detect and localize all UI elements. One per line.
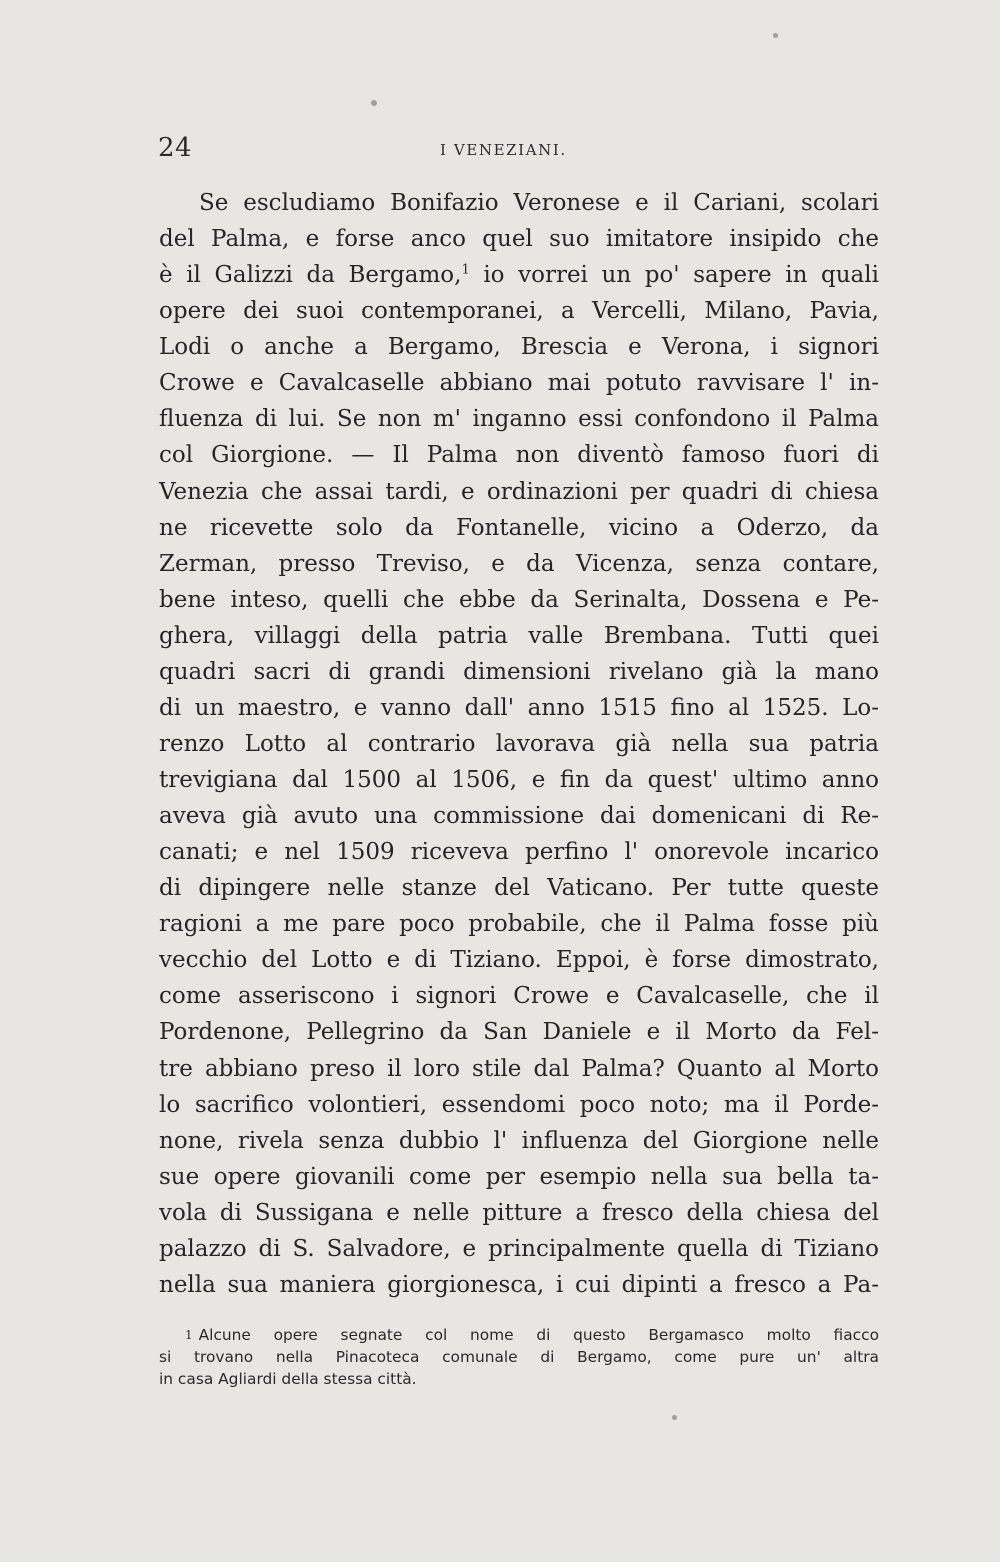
text-line: Pordenone, Pellegrino da San Daniele e il Morto da Fel- [159, 1019, 879, 1046]
text-line: vola di Sussigana e nelle pitture a fresco della chiesa del [159, 1199, 879, 1226]
page-number: 24 [158, 133, 193, 163]
text-line: tre abbiano preso il loro stile dal Palma? Quanto al Morto [159, 1055, 879, 1082]
text-line: nella sua maniera giorgionesca, i cui dipinti a fresco a Pa- [159, 1271, 879, 1298]
text-line: vecchio del Lotto e di Tiziano. Eppoi, è forse dimostrato, [159, 947, 879, 974]
body-text [159, 185, 879, 1303]
text-line: di un maestro, e vanno dall' anno 1515 fino al 1525. Lo- [159, 694, 879, 721]
page-header [158, 133, 878, 173]
text-line: Crowe e Cavalcaselle abbiano mai potuto ravvisare l' in- [159, 370, 879, 397]
text-line: none, rivela senza dubbio l' influenza del Giorgione nelle [159, 1127, 879, 1154]
footnote-marker: 1 [185, 1328, 193, 1342]
text-line: bene inteso, quelli che ebbe da Serinalta, Dossena e Pe- [159, 586, 879, 613]
text-line: trevigiana dal 1500 al 1506, e fin da quest' ultimo anno [159, 767, 879, 793]
footnote-line: in casa Agliardi della stessa città. [159, 1370, 417, 1388]
text-line: del Palma, e forse anco quel suo imitatore insipido che [159, 226, 879, 253]
running-title: I VENEZIANI. [440, 141, 567, 159]
text-line: palazzo di S. Salvadore, e principalmente quella di Tiziano [159, 1235, 879, 1262]
text-fragment: io vorrei un po' sapere in quali [483, 262, 879, 289]
ink-speck [672, 1415, 677, 1420]
text-line: come asseriscono i signori Crowe e Cavalcaselle, che il [159, 983, 879, 1010]
text-line: sue opere giovanili come per esempio nella sua bella ta- [159, 1163, 879, 1190]
text-line: ne ricevette solo da Fontanelle, vicino a Oderzo, da [159, 514, 879, 541]
footnote [159, 1324, 879, 1390]
ink-speck [371, 100, 377, 106]
footnote-line [159, 1324, 879, 1346]
text-line: lo sacrifico volontieri, essendomi poco noto; ma il Porde- [159, 1091, 879, 1118]
text-fragment: è il Galizzi da Bergamo, [159, 262, 462, 289]
text-line: canati; e nel 1509 riceveva perfino l' onorevole incarico [159, 839, 879, 866]
text-line: quadri sacri di grandi dimensioni rivelano già la mano [159, 658, 879, 685]
text-line: ghera, villaggi della patria valle Brembana. Tutti quei [159, 622, 879, 649]
footnote-line: si trovano nella Pinacoteca comunale di Bergamo, come pure un' altra [159, 1348, 879, 1366]
text-line: Venezia che assai tardi, e ordinazioni per quadri di chiesa [159, 478, 879, 505]
text-line: Se escludiamo Bonifazio Veronese e il Cariani, scolari [199, 190, 879, 216]
text-line-with-footnote-ref [159, 257, 879, 293]
ink-speck [773, 33, 778, 38]
text-line: Lodi o anche a Bergamo, Brescia e Verona, i signori [159, 334, 879, 361]
footnote-text: Alcune opere segnate col nome di questo Bergamasco molto fiacco [198, 1326, 879, 1344]
text-line: col Giorgione. — Il Palma non diventò famoso fuori di [159, 442, 879, 469]
text-line: ragioni a me pare poco probabile, che il Palma fosse più [159, 911, 879, 938]
text-line: opere dei suoi contemporanei, a Vercelli, Milano, Pavia, [159, 298, 879, 325]
footnote-reference[interactable]: 1 [461, 262, 470, 278]
text-line: fluenza di lui. Se non m' inganno essi confondono il Palma [159, 406, 879, 433]
text-line: aveva già avuto una commissione dai domenicani di Re- [159, 803, 879, 830]
text-line: renzo Lotto al contrario lavorava già nella sua patria [159, 730, 879, 757]
text-line: Zerman, presso Treviso, e da Vicenza, senza contare, [159, 550, 879, 577]
text-line: di dipingere nelle stanze del Vaticano. Per tutte queste [159, 875, 879, 902]
